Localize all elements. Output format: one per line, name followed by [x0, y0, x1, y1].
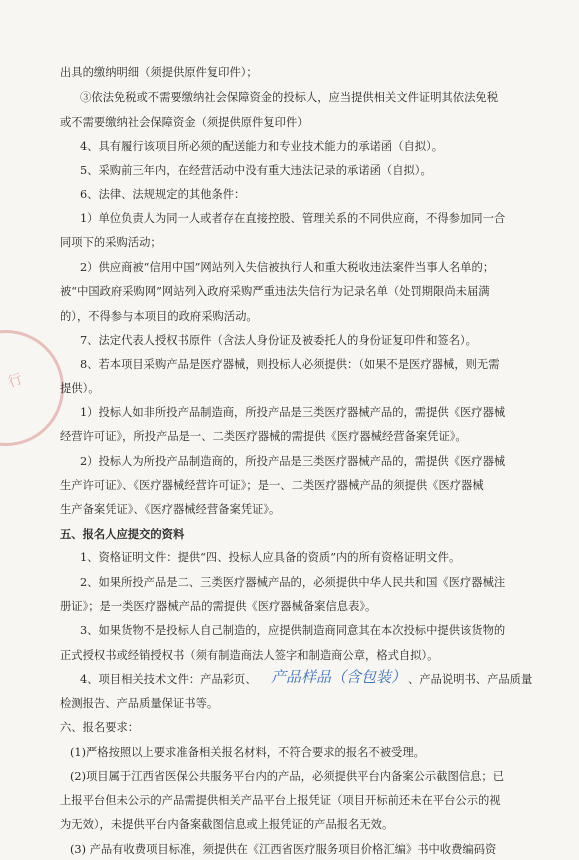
text-line: (2)项目属于江西省医保公共服务平台内的产品，必须提供平台内备案公示截图信息；已: [70, 770, 504, 783]
text-line: 上报平台但未公示的产品需提供相关产品平台上报凭证（项目开标前还未在平台公示的视: [60, 794, 501, 807]
seal-lettering: 行: [6, 371, 25, 391]
text-line: 、产品说明书、产品质量: [408, 673, 533, 686]
text-line: 8、若本项目采购产品是医疗器械，则投标人必须提供：（如果不是医疗器械，则无需: [80, 358, 500, 371]
text-line: 六、报名要求：: [60, 721, 140, 734]
text-line: 4、项目相关技术文件：产品彩页、: [80, 673, 257, 686]
text-line: 为无效），未提供平台内备案截图信息或上报凭证的产品报名无效。: [60, 818, 394, 831]
text-line: 1）投标人如非所投产品制造商，所投产品是三类医疗器械产品的，需提供《医疗器械: [80, 406, 506, 419]
text-line: 7、法定代表人授权书原件（含法人身份证及被委托人的身份证复印件和签名）。: [80, 334, 477, 347]
text-line: 或不需要缴纳社会保障资金（须提供原件复印件）: [60, 116, 309, 129]
text-line: 经营许可证》，所投产品是一、二类医疗器械的需提供《医疗器械经营备案凭证》。: [60, 430, 467, 443]
handwritten-annotation: 产品样品（含包装）: [271, 668, 407, 686]
text-line: 1）单位负责人为同一人或者存在直接控股、管理关系的不同供应商，不得参加同一合: [80, 212, 506, 225]
text-line: 检测报告、产品质量保证书等。: [60, 697, 219, 710]
text-line: ③依法免税或不需要缴纳社会保障资金的投标人，应当提供相关文件证明其依法免税: [80, 91, 498, 104]
text-line: (1)严格按照以上要求准备相关报名材料，不符合要求的报名不被受理。: [70, 746, 425, 759]
text-line: 提供）。: [60, 382, 100, 395]
text-line: 同项下的采购活动；: [60, 236, 162, 249]
text-line: 被“中国政府采购网”网站列入政府采购严重违法失信行为记录名单（处罚期限尚未届满: [60, 285, 490, 298]
text-line: 出具的缴纳明细（须提供原件复印件）；: [60, 66, 258, 79]
text-line: 5、采购前三年内，在经营活动中没有重大违法记录的承诺函（自拟）。: [80, 164, 432, 177]
text-line: 2、如果所投产品是二、三类医疗器械产品的，必须提供中华人民共和国《医疗器械注: [80, 576, 506, 589]
text-line: 生产备案凭证》、《医疗器械经营备案凭证》。: [60, 503, 281, 516]
text-line: 的），不得参与本项目的政府采购活动。: [60, 310, 258, 323]
text-line: 生产许可证》、《医疗器械经营许可证》；是一、二类医疗器械产品的须提供《医疗器械: [60, 479, 484, 492]
text-line: 3、如果货物不是投标人自己制造的，应提供制造商同意其在本次投标中提供该货物的: [80, 624, 506, 637]
text-line: 4、具有履行该项目所必须的配送能力和专业技术能力的承诺函（自拟）。: [80, 140, 444, 153]
text-line: 2）投标人为所投产品制造商的，所投产品是三类医疗器械产品的，需提供《医疗器械: [80, 455, 506, 468]
text-line: 6、法律、法规规定的其他条件：: [80, 188, 246, 201]
text-line: (3) 产品有收费项目标准，须提供在《江西省医疗服务项目价格汇编》书中收费编码资: [70, 843, 497, 856]
text-line: 2）供应商被“信用中国”网站列入失信被执行人和重大税收违法案件当事人名单的；: [80, 261, 495, 274]
text-line: 正式授权书或经销授权书（须有制造商法人签字和制造商公章，格式自拟）。: [60, 649, 439, 662]
text-line: 1、资格证明文件：提供“四、投标人应具备的资质”内的所有资格证明文件。: [80, 551, 461, 564]
section-heading: 五、报名人应提交的资料: [60, 527, 185, 541]
text-line: 册证》；是一类医疗器械产品的需提供《医疗器械备案信息表》。: [60, 600, 377, 613]
